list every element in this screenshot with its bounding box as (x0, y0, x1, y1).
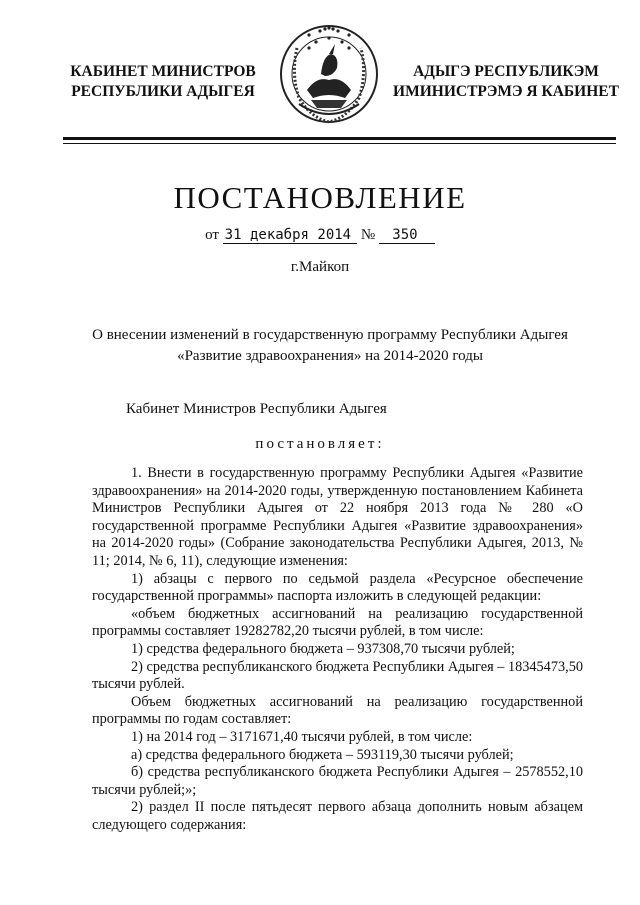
body-paragraph: Объем бюджетных ассигнований на реализацию государственной программы по годам составляет: (92, 693, 583, 728)
resolves-line: постановляет: (255, 436, 385, 452)
body-paragraph: «объем бюджетных ассигнований на реализацию государственной программы составляет 19282782,20 тысячи рублей, в том числе: (92, 605, 583, 640)
document-subject (40, 325, 620, 367)
header-divider-thick (63, 137, 616, 140)
body-paragraph: 2) средства республиканского бюджета Республики Адыгея – 18345473,50 тысячи рублей. (92, 658, 583, 693)
header-left-block (68, 62, 258, 102)
header-divider-thin (63, 143, 616, 144)
body-paragraph: б) средства республиканского бюджета Республики Адыгея – 2578552,10 тысячи рублей;»; (92, 764, 583, 798)
number-prefix: № (360, 227, 376, 243)
body-paragraph: 1) абзацы с первого по седьмой раздела «Ресурсное обеспечение государственной программы» паспорта изложить в следующей редакции: (92, 570, 583, 605)
body-paragraph: а) средства федерального бюджета – 593119,30 тысячи рублей; (131, 746, 514, 763)
date-number-line (0, 227, 640, 244)
issuer-line: Кабинет Министров Республики Адыгея (126, 401, 387, 417)
document-date: 31 декабря 2014 (223, 227, 357, 244)
body-paragraph: 2) раздел II после пятьдесят первого абзаца дополнить новым абзацем следующего содержания: (92, 799, 583, 833)
body-paragraph: 1) на 2014 год – 3171671,40 тысячи рублей, в том числе: (131, 728, 473, 745)
document-number: 350 (379, 227, 435, 244)
body-paragraph: 1. Внести в государственную программу Республики Адыгея «Развитие здравоохранения» на 2014-2020 годы, утвержденную постановлением Кабинета Министров Республики Адыгея от 22 ноября 2013 года № 280 «О государственной программе Республики Адыгея «Развитие здравоохранения» на 2014-2020 годы» (Собрание законодательства Республики Адыгея, 2013, № 11; 2014, № 6, 11), следующие изменения: (92, 465, 583, 569)
coat-of-arms-icon (275, 18, 383, 132)
document-city: г.Майкоп (290, 259, 350, 275)
subject-line-1: О внесении изменений в государственную программу Республики Адыгея (92, 327, 568, 343)
date-prefix: от (205, 227, 219, 243)
subject-line-2: «Развитие здравоохранения» на 2014-2020 годы (177, 348, 483, 364)
header-left-line-1: КАБИНЕТ МИНИСТРОВ (70, 63, 256, 80)
header-right-block (386, 62, 626, 102)
header-right-line-2: ИМИНИСТРЭМЭ Я КАБИНЕТ (393, 83, 619, 100)
body-paragraph: 1) средства федерального бюджета – 937308,70 тысячи рублей; (131, 640, 515, 657)
header-right-line-1: АДЫГЭ РЕСПУБЛИКЭМ (413, 63, 599, 80)
document-body (92, 465, 583, 834)
header-left-line-2: РЕСПУБЛИКИ АДЫГЕЯ (71, 83, 255, 100)
document-title: ПОСТАНОВЛЕНИЕ (173, 180, 467, 215)
